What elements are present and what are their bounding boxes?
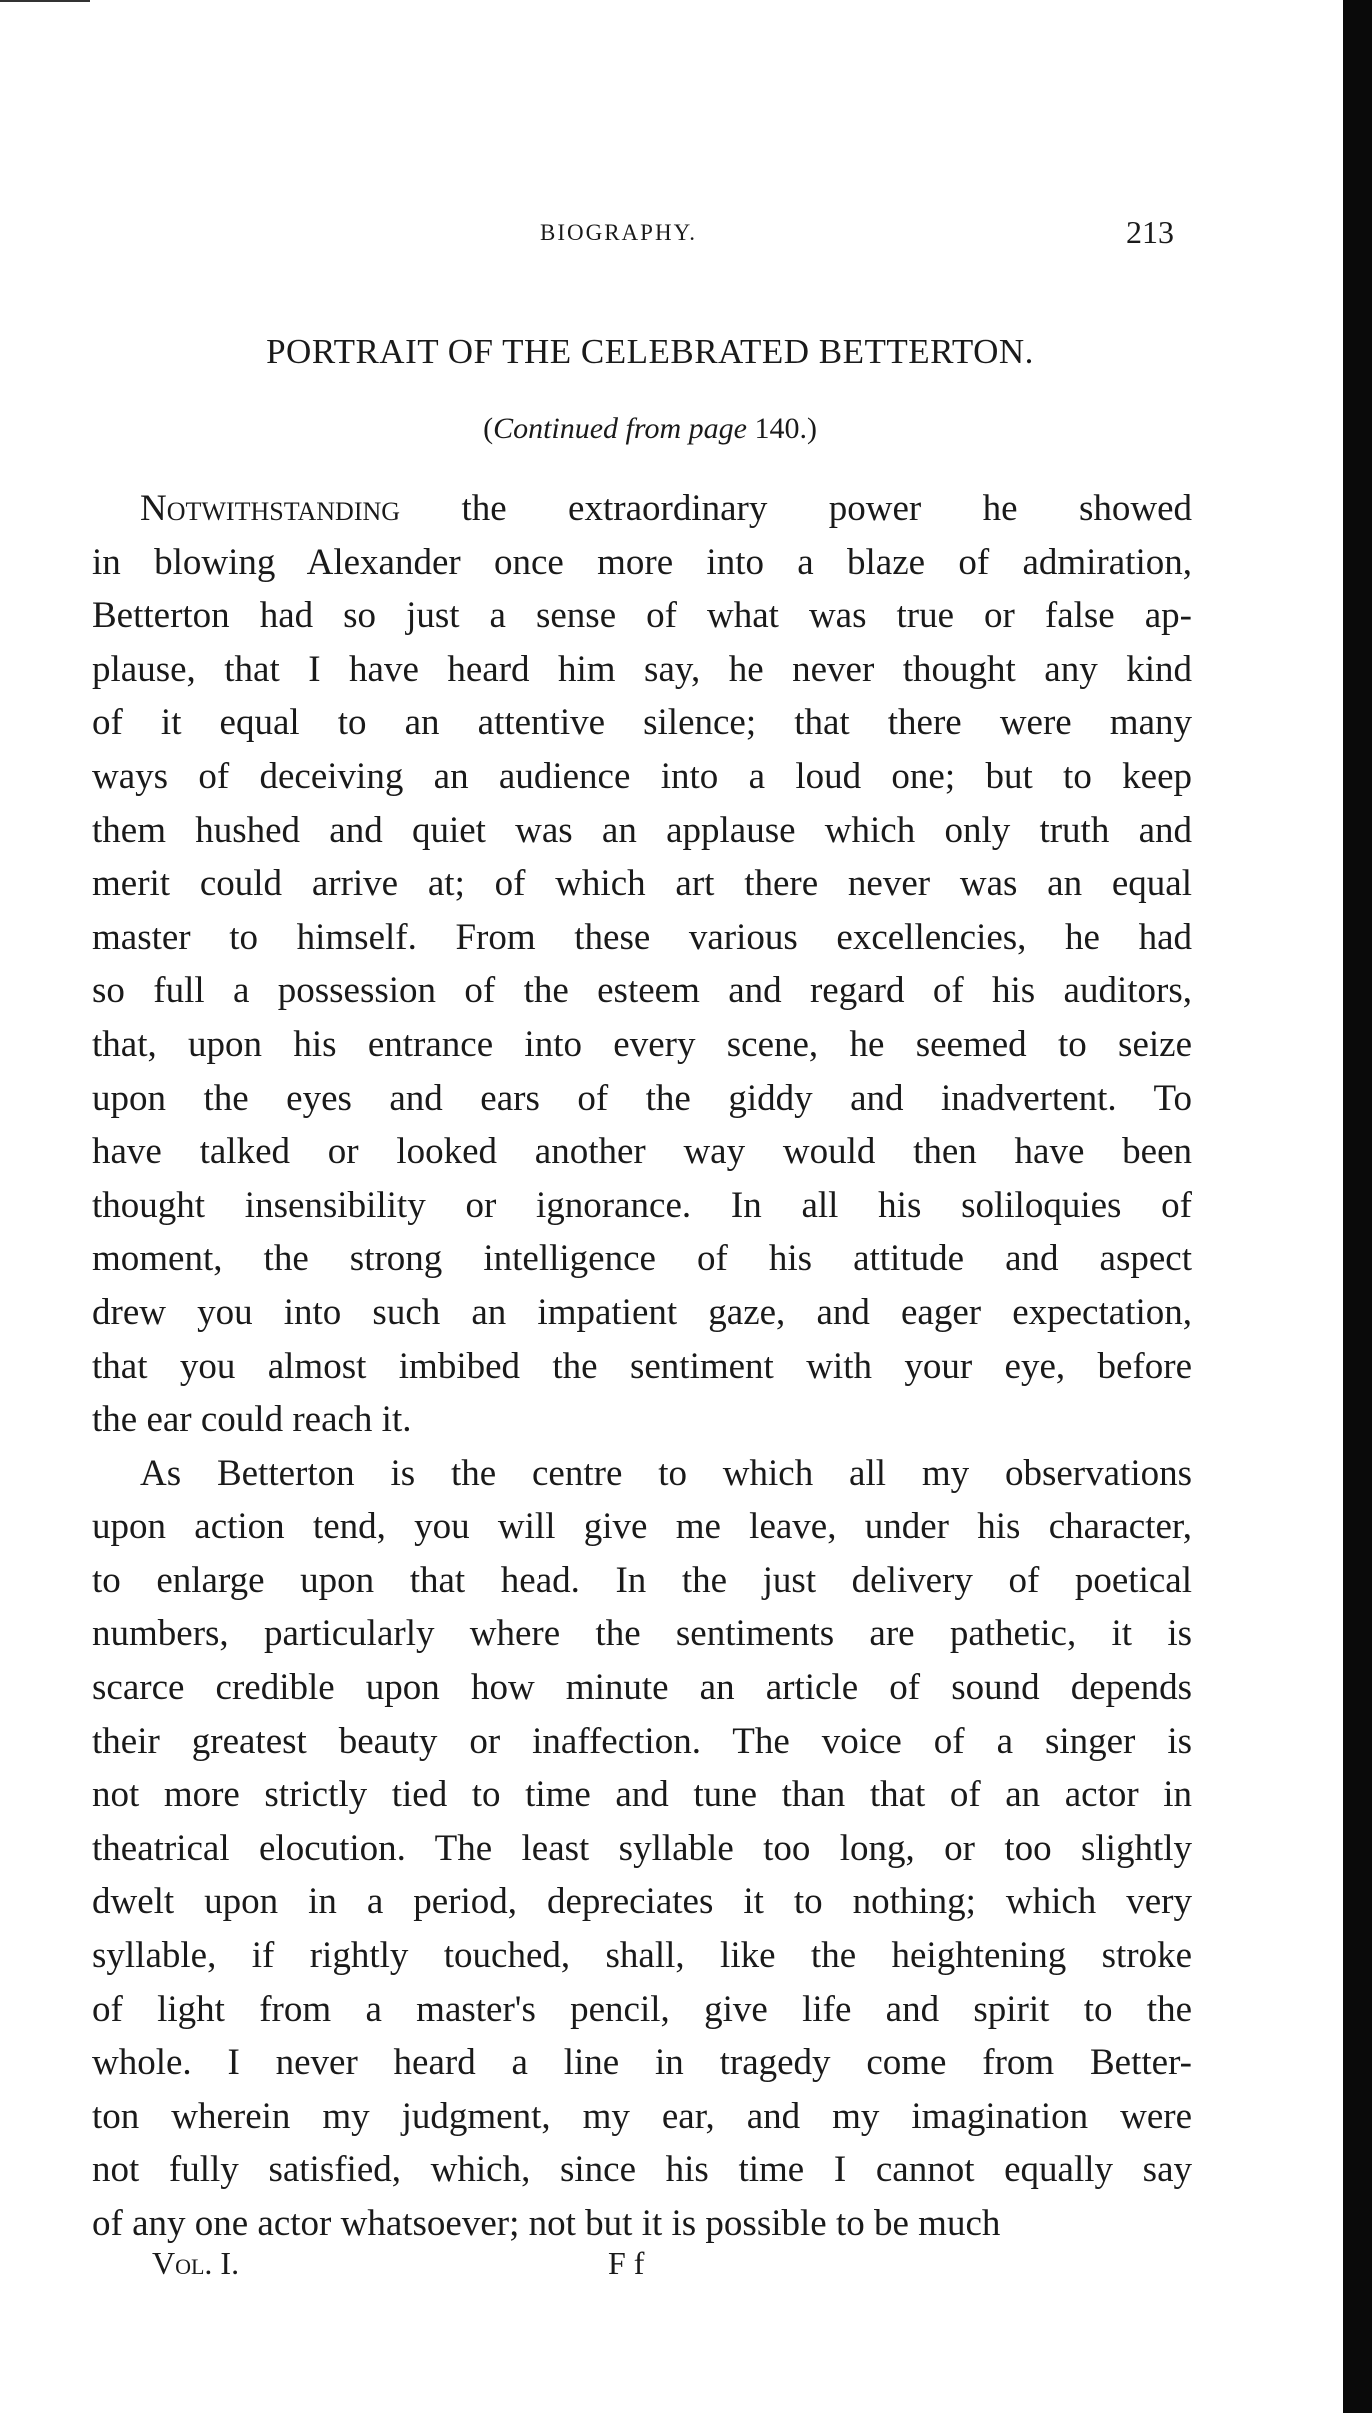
- line-text: upon action tend, you will give me leave, under his character,: [92, 1506, 1192, 1548]
- line-text: that you almost imbibed the sentiment with your eye, before: [92, 1345, 1192, 1387]
- signature-mark: F f: [608, 2245, 645, 2281]
- line-text: drew you into such an impatient gaze, and eager expectation,: [92, 1291, 1192, 1333]
- text-line: [92, 1768, 1192, 1822]
- scan-page-edge: [1343, 0, 1372, 2413]
- line-text: to enlarge upon that head. In the just delivery of poetical: [92, 1559, 1192, 1601]
- page-number: 213: [1126, 214, 1174, 250]
- line-text: have talked or looked another way would then have been: [92, 1131, 1192, 1173]
- line-text: theatrical elocution. The least syllable too long, or too slightly: [92, 1827, 1192, 1869]
- line-text: plause, that I have heard him say, he never thought any kind: [92, 648, 1192, 690]
- line-text: of light from a master's pencil, give life and spirit to the: [92, 1988, 1192, 2030]
- text-line: [92, 750, 1192, 804]
- line-text: of it equal to an attentive silence; that there were many: [92, 702, 1192, 744]
- text-line: [92, 1125, 1192, 1179]
- text-line: [92, 589, 1192, 643]
- text-line: [92, 536, 1192, 590]
- continued-note: [0, 412, 1300, 446]
- line-text: Betterton had so just a sense of what was true or false ap-: [92, 595, 1192, 637]
- text-line: [92, 1018, 1192, 1072]
- running-head: [0, 214, 1372, 260]
- text-line: [92, 2197, 1192, 2251]
- text-line: [92, 1393, 1192, 1447]
- text-line: [92, 1286, 1192, 1340]
- article-title: PORTRAIT OF THE CELEBRATED BETTERTON.: [266, 332, 1034, 371]
- text-line: [92, 1340, 1192, 1394]
- page-footer: [0, 2245, 1372, 2295]
- line-text: upon the eyes and ears of the giddy and inadvertent. To: [92, 1077, 1192, 1119]
- line-text: in blowing Alexander once more into a blaze of admiration,: [92, 541, 1192, 583]
- line-text: thought insensibility or ignorance. In all his soliloquies of: [92, 1184, 1192, 1226]
- text-line: [92, 804, 1192, 858]
- line-text: moment, the strong intelligence of his attitude and aspect: [92, 1238, 1192, 1280]
- line-text: of any one actor whatsoever; not but it is possible to be much: [92, 2203, 1001, 2244]
- line-text: master to himself. From these various excellencies, he had: [92, 916, 1192, 958]
- text-line: [92, 643, 1192, 697]
- text-line: [92, 1983, 1192, 2037]
- text-line: [92, 1554, 1192, 1608]
- line-text: not fully satisfied, which, since his time I cannot equally say: [92, 2149, 1192, 2191]
- line-text: the extraordinary power he showed: [400, 488, 1192, 529]
- line-text: them hushed and quiet was an applause which only truth and: [92, 809, 1192, 851]
- continued-italic: Continued from page: [493, 412, 747, 445]
- text-line: [92, 964, 1192, 1018]
- scan-edge-line: [0, 0, 90, 2]
- text-line: [92, 696, 1192, 750]
- line-text: ways of deceiving an audience into a loud one; but to keep: [92, 755, 1192, 797]
- text-line: [92, 2143, 1192, 2197]
- volume-label: Vol. I.: [152, 2245, 240, 2281]
- line-text: whole. I never heard a line in tragedy come from Better-: [92, 2042, 1192, 2084]
- line-text: not more strictly tied to time and tune than that of an actor in: [92, 1774, 1192, 1816]
- text-line: [92, 1072, 1192, 1126]
- text-line: [92, 1661, 1192, 1715]
- line-text: so full a possession of the esteem and regard of his auditors,: [92, 970, 1192, 1012]
- line-text: scarce credible upon how minute an article of sound depends: [92, 1667, 1192, 1709]
- text-line: [92, 1447, 1192, 1501]
- text-line: [92, 1822, 1192, 1876]
- line-text: numbers, particularly where the sentiments are pathetic, it is: [92, 1613, 1192, 1655]
- continued-open: (: [483, 412, 494, 445]
- line-text: the ear could reach it.: [92, 1399, 412, 1441]
- text-line: [92, 1715, 1192, 1769]
- text-line: [92, 1875, 1192, 1929]
- text-line: [92, 1500, 1192, 1554]
- article-body: [92, 482, 1192, 2251]
- line-text: ton wherein my judgment, my ear, and my imagination were: [92, 2095, 1192, 2137]
- line-text: their greatest beauty or inaffection. The voice of a singer is: [92, 1720, 1192, 1762]
- line-text: merit could arrive at; of which art there never was an equal: [92, 863, 1192, 905]
- text-line: [92, 482, 1192, 536]
- text-line: [92, 2036, 1192, 2090]
- line-text: that, upon his entrance into every scene, he seemed to seize: [92, 1023, 1192, 1065]
- text-line: [92, 1929, 1192, 1983]
- line-text: dwelt upon in a period, depreciates it to nothing; which very: [92, 1881, 1192, 1923]
- text-line: [92, 2090, 1192, 2144]
- line-text: syllable, if rightly touched, shall, like the heightening stroke: [92, 1935, 1192, 1977]
- text-line: [92, 1607, 1192, 1661]
- continued-page: 140.): [746, 412, 817, 445]
- text-line: [92, 1179, 1192, 1233]
- drop-word: Notwithstanding: [140, 488, 401, 529]
- text-line: [92, 911, 1192, 965]
- text-line: [92, 857, 1192, 911]
- running-head-section: BIOGRAPHY.: [540, 220, 697, 245]
- line-text: As Betterton is the centre to which all my observations: [140, 1452, 1192, 1494]
- text-line: [92, 1232, 1192, 1286]
